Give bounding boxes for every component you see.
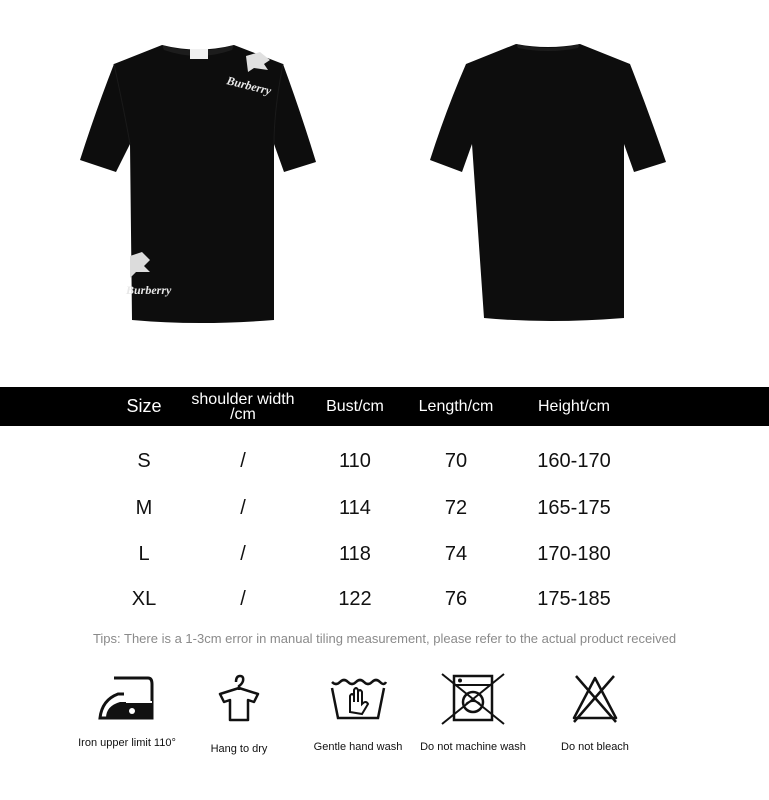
cell-shoulder: / <box>240 587 246 610</box>
care-item-hang-dry <box>174 672 304 759</box>
header-bust: Bust/cm <box>326 398 384 415</box>
cell-length: 72 <box>444 496 468 519</box>
cell-height: 160-170 <box>537 449 611 472</box>
no-bleach-icon <box>568 672 622 726</box>
cell-height: 165-175 <box>537 496 611 519</box>
cell-size: S <box>137 449 151 472</box>
cell-length: 76 <box>444 587 468 610</box>
care-label: Do not bleach <box>561 741 629 753</box>
tshirt-back-image <box>428 40 668 325</box>
cell-length: 74 <box>444 542 468 565</box>
care-label: Iron upper limit 110° <box>78 737 176 749</box>
no-machine-wash-icon <box>438 672 508 726</box>
header-length: Length/cm <box>418 398 494 415</box>
cell-size: M <box>135 496 153 519</box>
cell-height: 170-180 <box>537 542 611 565</box>
size-chart <box>0 387 769 610</box>
table-row <box>0 579 769 619</box>
cell-bust: 118 <box>339 542 371 565</box>
cell-bust: 122 <box>338 587 372 610</box>
cell-size: XL <box>131 587 157 610</box>
cell-shoulder: / <box>240 449 246 472</box>
cell-shoulder: / <box>240 542 246 565</box>
care-label: Gentle hand wash <box>313 741 403 753</box>
measurement-tips: Tips: There is a 1-3cm error in manual tiling measurement, please refer to the actual product received <box>92 631 677 646</box>
table-row <box>0 534 769 574</box>
cell-height: 175-185 <box>537 587 611 610</box>
cell-bust: 110 <box>339 449 371 472</box>
hang-dry-icon <box>214 672 264 726</box>
care-label: Hang to dry <box>210 743 268 755</box>
care-item-no-machine-wash <box>408 672 538 757</box>
header-height: Height/cm <box>537 398 611 415</box>
hand-wash-icon <box>328 672 388 726</box>
product-images <box>0 0 769 380</box>
iron-icon <box>96 672 158 726</box>
cell-length: 70 <box>444 449 468 472</box>
care-item-iron <box>62 672 192 753</box>
cell-shoulder: / <box>240 496 246 519</box>
care-item-hand-wash <box>293 672 423 757</box>
care-label: Do not machine wash <box>420 741 526 753</box>
table-row <box>0 488 769 528</box>
tshirt-front-image <box>78 40 318 325</box>
size-chart-header <box>0 387 769 426</box>
header-size: Size <box>126 396 162 416</box>
table-row <box>0 441 769 481</box>
care-instructions <box>0 672 769 792</box>
cell-bust: 114 <box>339 496 371 519</box>
care-item-no-bleach <box>530 672 660 757</box>
header-shoulder-width: shoulder width /cm <box>191 390 295 423</box>
cell-size: L <box>138 542 150 565</box>
shoulder-logo-text: Burberry <box>225 73 273 98</box>
hem-logo-text: Burberry <box>126 283 172 297</box>
